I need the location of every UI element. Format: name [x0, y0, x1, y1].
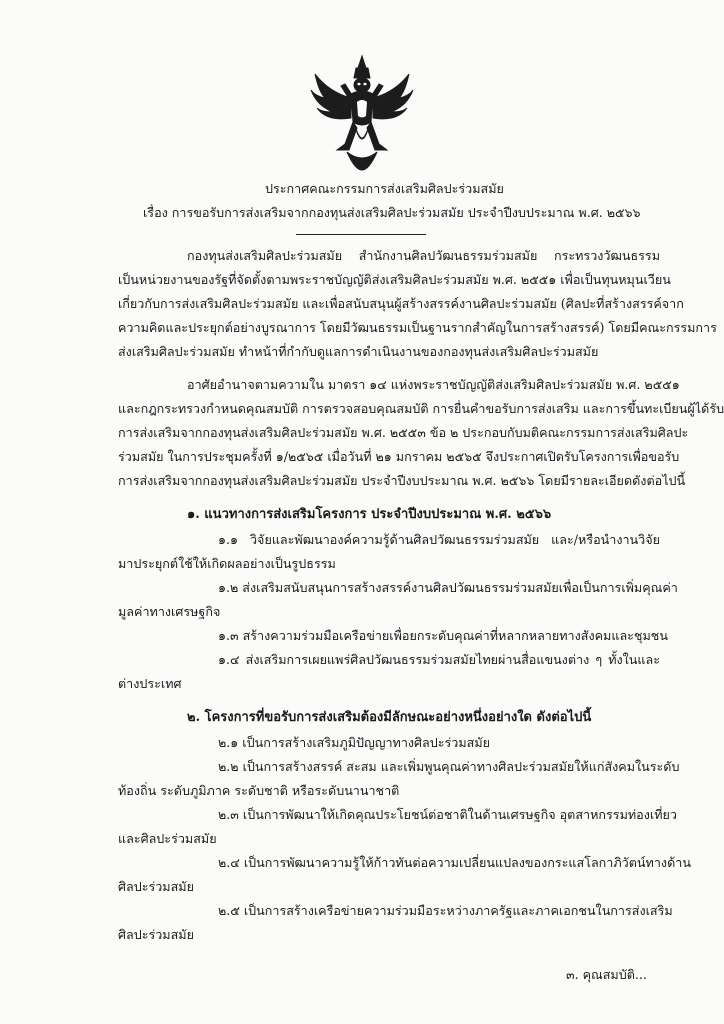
title-underline	[296, 234, 426, 235]
section1-item: ๑.๒ ส่งเสริมสนับสนุนการสร้างสรรค์งานศิลปวัฒนธรรมร่วมสมัยเพื่อเป็นการเพิ่มคุณค่า	[218, 580, 678, 595]
paragraph2-line: การส่งเสริมจากกองทุนส่งเสริมศิลปะร่วมสมัย พ.ศ. ๒๕๕๓ ข้อ ๒ ประกอบกับมติคณะกรรมการส่งเสริมศิลปะ	[118, 425, 689, 440]
announcement-subject: เรื่อง การขอรับการส่งเสริมจากกองทุนส่งเสริมศิลปะร่วมสมัย ประจำปีงบประมาณ พ.ศ. ๒๕๖๖	[143, 205, 641, 220]
section1-item: มูลค่าทางเศรษฐกิจ	[118, 604, 221, 619]
paragraph1-line: กองทุนส่งเสริมศิลปะร่วมสมัย สำนักงานศิลปวัฒนธรรมร่วมสมัย กระทรวงวัฒนธรรม	[187, 248, 660, 263]
section2-item: ท้องถิ่น ระดับภูมิภาค ระดับชาติ หรือระดับนานาชาติ	[118, 783, 400, 798]
section1-item: ๑.๓ สร้างความร่วมมือเครือข่ายเพื่อยกระดับคุณค่าที่หลากหลายทางสังคมและชุมชน	[218, 628, 668, 643]
section1-item: ๑.๑ วิจัยและพัฒนาองค์ความรู้ด้านศิลปวัฒนธรรมร่วมสมัย และ/หรือนำงานวิจัย	[218, 532, 660, 547]
paragraph1-line: ความคิดและประยุกต์อย่างบูรณาการ โดยมีวัฒนธรรมเป็นฐานรากสำคัญในการสร้างสรรค์) โดยมีคณะกรรมการ	[118, 320, 717, 335]
section2-item: และศิลปะร่วมสมัย	[118, 831, 217, 846]
section1-item: ต่างประเทศ	[118, 676, 182, 691]
paragraph1-line: ส่งเสริมศิลปะร่วมสมัย ทำหน้าที่กำกับดูแลการดำเนินงานของกองทุนส่งเสริมศิลปะร่วมสมัย	[118, 344, 599, 359]
continued-marker: ๓. คุณสมบัติ...	[566, 967, 647, 982]
paragraph2-line: การส่งเสริมจากกองทุนส่งเสริมศิลปะร่วมสมัย ประจำปีงบประมาณ พ.ศ. ๒๕๖๖ โดยมีรายละเอียดดังต่อไปนี้	[118, 473, 686, 488]
section1-item: มาประยุกต์ใช้ให้เกิดผลอย่างเป็นรูปธรรม	[118, 556, 336, 571]
section2-item: ๒.๓ เป็นการพัฒนาให้เกิดคุณประโยชน์ต่อชาติในด้านเศรษฐกิจ อุตสาหกรรมท่องเที่ยว	[218, 807, 677, 822]
section2-item: ศิลปะร่วมสมัย	[118, 879, 194, 894]
section2-item: ๒.๔ เป็นการพัฒนาความรู้ให้ก้าวทันต่อความเปลี่ยนแปลงของกระแสโลกาภิวัตน์ทางด้าน	[218, 855, 691, 870]
section2-item: ๒.๕ เป็นการสร้างเครือข่ายความร่วมมือระหว่างภาครัฐและภาคเอกชนในการส่งเสริม	[218, 903, 673, 918]
section1-item: ๑.๔ ส่งเสริมการเผยแพร่ศิลปวัฒนธรรมร่วมสมัยไทยผ่านสื่อแขนงต่าง ๆ ทั้งในและ	[218, 652, 660, 667]
section2-item: ๒.๒ เป็นการสร้างสรรค์ สะสม และเพิ่มพูนคุณค่าทางศิลปะร่วมสมัยให้แก่สังคมในระดับ	[218, 759, 680, 774]
section1-heading: ๑. แนวทางการส่งเสริมโครงการ ประจำปีงบประมาณ พ.ศ. ๒๕๖๖	[187, 507, 552, 522]
paragraph2-line: และกฎกระทรวงกำหนดคุณสมบัติ การตรวจสอบคุณสมบัติ การยื่นคำขอรับการส่งเสริม และการขึ้นทะเบียนผู้ได้รับ	[118, 401, 724, 416]
section2-item: ศิลปะร่วมสมัย	[118, 927, 194, 942]
paragraph2-line: อาศัยอำนาจตามความใน มาตรา ๑๔ แห่งพระราชบัญญัติส่งเสริมศิลปะร่วมสมัย พ.ศ. ๒๕๕๑	[187, 377, 680, 392]
announcement-title: ประกาศคณะกรรมการส่งเสริมศิลปะร่วมสมัย	[265, 181, 504, 196]
garuda-emblem-icon	[307, 52, 417, 172]
paragraph1-line: เกี่ยวกับการส่งเสริมศิลปะร่วมสมัย และเพื่อสนับสนุนผู้สร้างสรรค์งานศิลปะร่วมสมัย (ศิลปะที่สร้างสรรค์จาก	[118, 296, 684, 311]
section2-item: ๒.๑ เป็นการสร้างเสริมภูมิปัญญาทางศิลปะร่วมสมัย	[218, 735, 491, 750]
section2-heading: ๒. โครงการที่ขอรับการส่งเสริมต้องมีลักษณะอย่างหนึ่งอย่างใด ดังต่อไปนี้	[187, 710, 592, 725]
paragraph1-line: เป็นหน่วยงานของรัฐที่จัดตั้งตามพระราชบัญญัติส่งเสริมศิลปะร่วมสมัย พ.ศ. ๒๕๕๑ เพื่อเป็นทุนหมุนเวียน	[118, 272, 671, 287]
paragraph2-line: ร่วมสมัย ในการประชุมครั้งที่ ๑/๒๕๖๕ เมื่อวันที่ ๒๑ มกราคม ๒๕๖๕ จึงประกาศเปิดรับโครงการเพื่อขอรับ	[118, 449, 680, 464]
